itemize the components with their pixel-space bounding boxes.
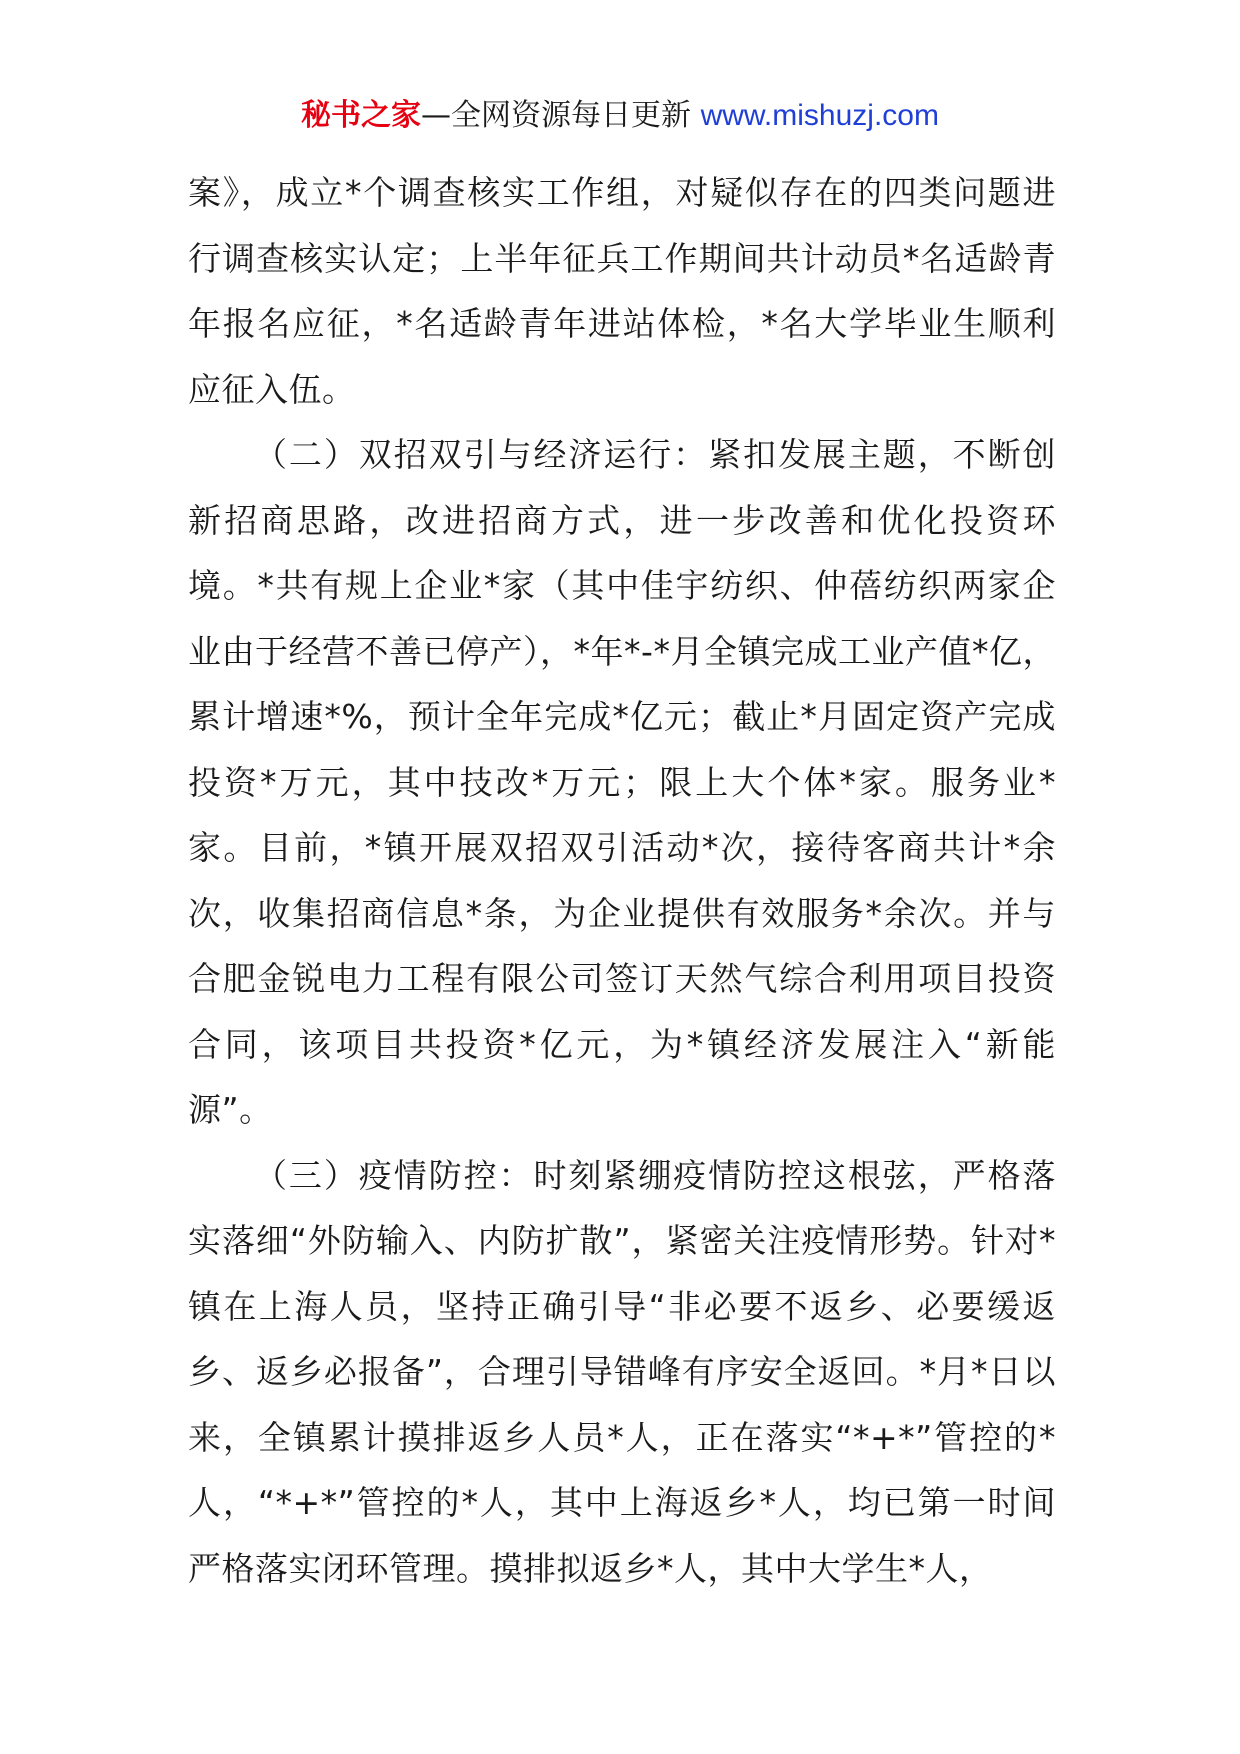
site-url-link[interactable]: www.mishuzj.com — [700, 99, 939, 132]
document-body — [188, 160, 1056, 1601]
page-header — [0, 96, 1240, 136]
paragraph-continuation: 案》，成立*个调查核实工作组，对疑似存在的四类问题进行调查核实认定；上半年征兵工作期间共计动员*名适龄青年报名应征，*名适龄青年进站体检，*名大学毕业生顺利应征入伍。 — [188, 173, 1056, 409]
site-tagline: —全网资源每日更新 — [421, 98, 692, 133]
site-brand: 秘书之家 — [301, 98, 422, 133]
paragraph-investment: （二）双招双引与经济运行：紧扣发展主题，不断创新招商思路，改进招商方式，进一步改善和优化投资环境。*共有规上企业*家（其中佳宇纺织、仲蓓纺织两家企业由于经营不善已停产），*年*-*月全镇完成工业产值*亿，累计增速*%，预计全年完成*亿元；截止*月固定资产完成投资*万元，其中技改*万元；限上大个体*家。服务业*家。目前，*镇开展双招双引活动*次，接待客商共计*余次，收集招商信息*条，为企业提供有效服务*余次。并与合肥金锐电力工程有限公司签订天然气综合利用项目投资合同，该项目共投资*亿元，为*镇经济发展注入“新能源”。 — [188, 435, 1056, 1129]
paragraph-epidemic-control: （三）疫情防控：时刻紧绷疫情防控这根弦，严格落实落细“外防输入、内防扩散”，紧密关注疫情形势。针对*镇在上海人员，坚持正确引导“非必要不返乡、必要缓返乡、返乡必报备”，合理引导错峰有序安全返回。*月*日以来，全镇累计摸排返乡人员*人，正在落实“*+*”管控的*人，“*+*”管控的*人，其中上海返乡*人，均已第一时间严格落实闭环管理。摸排拟返乡*人，其中大学生*人， — [188, 1155, 1056, 1588]
